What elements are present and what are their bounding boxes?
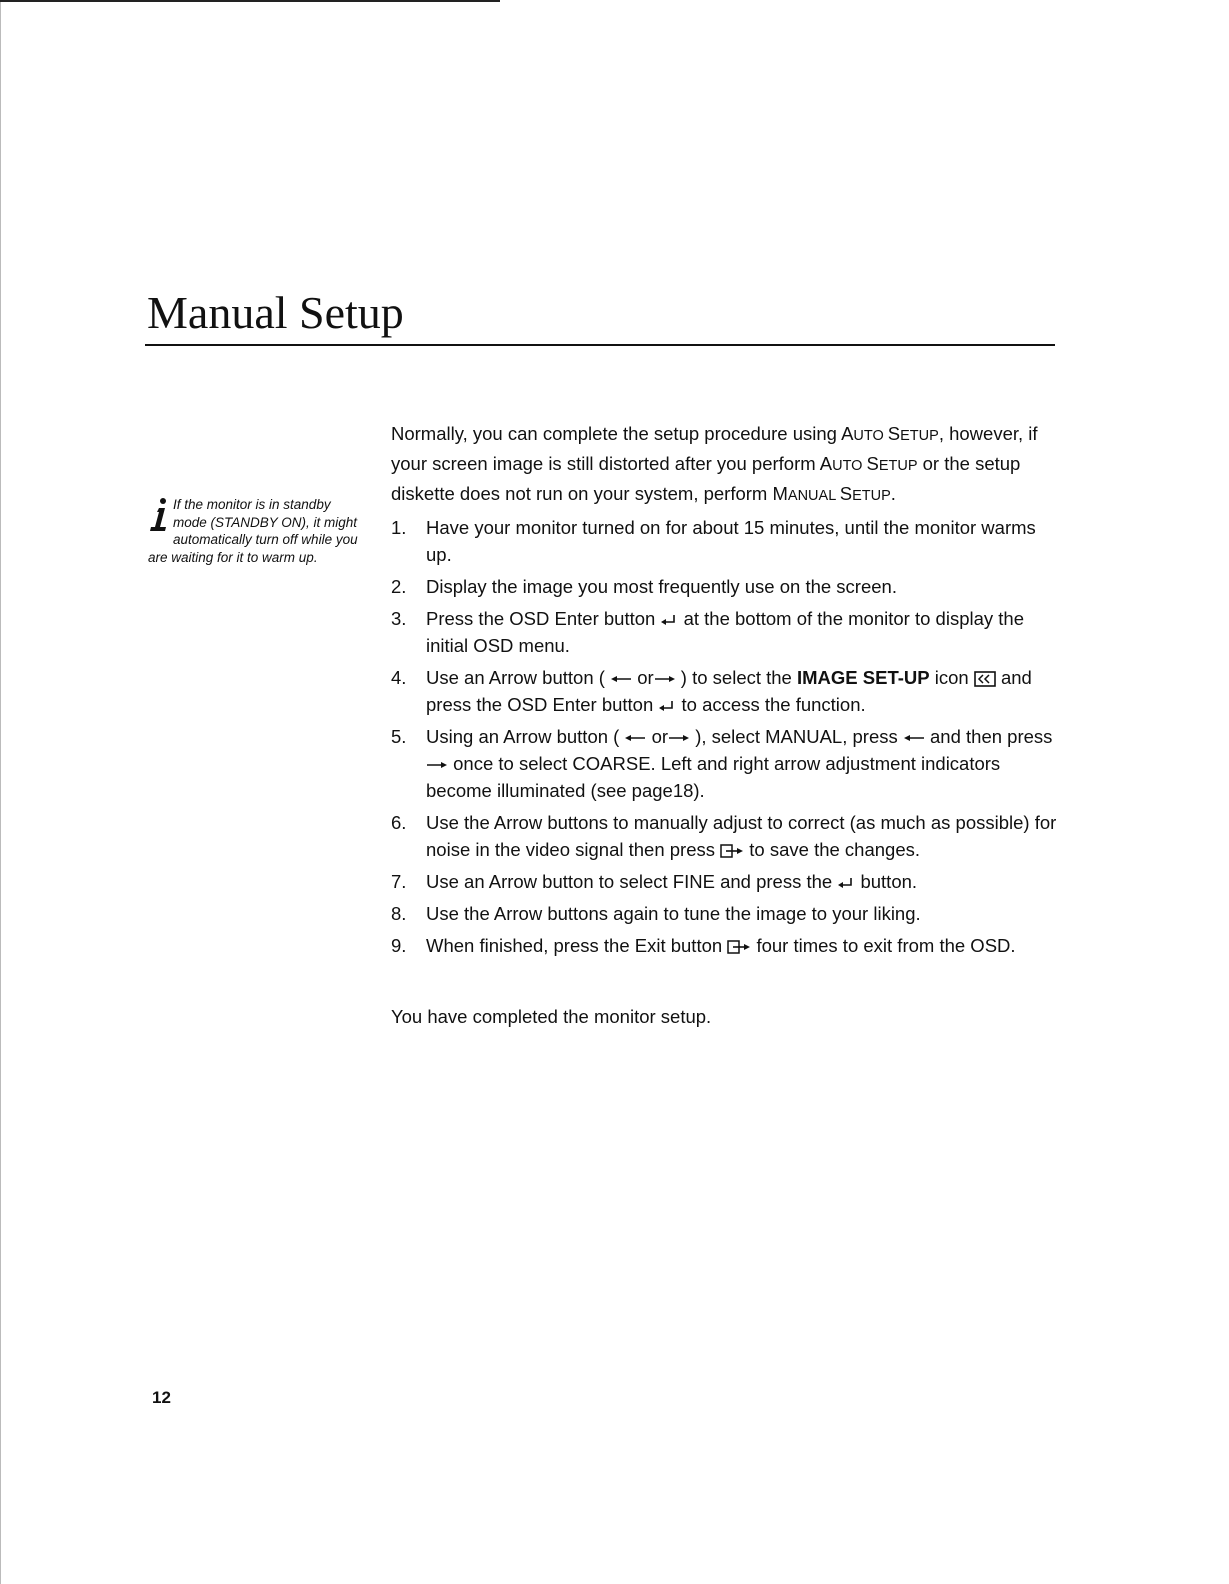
list-item: 5. Using an Arrow button ( or ), select MANUAL, press and then press once to select COARSE. Left and right arrow adjustment indicators become illuminated (see page18). [391,726,1053,801]
side-note [148,496,368,566]
intro-paragraph: Normally, you can complete the setup procedure using AUTO SETUP, however, if your screen image is still distorted after you perform AUTO SETUP or the setup diskette does not run on your system, perform MANUAL SETUP. [391,423,1038,504]
main-content [391,420,1061,1030]
right-arrow-icon [668,733,690,743]
enter-icon [660,614,678,626]
list-item: 2. Display the image you most frequently use on the screen. [391,576,897,597]
steps-list [391,514,1061,959]
list-item: 9. When finished, press the Exit button four times to exit from the OSD. [391,935,1016,956]
list-item: 6. Use the Arrow buttons to manually adjust to correct (as much as possible) for noise in the video signal then press to save the changes. [391,812,1057,860]
left-arrow-icon [610,674,632,684]
page-title: Manual Setup [147,287,404,338]
closing-text: You have completed the monitor setup. [391,1006,712,1027]
top-rule [0,0,500,2]
list-item: 4. Use an Arrow button ( or ) to select the IMAGE SET-UP icon and press the OSD Enter button to access the function. [391,667,1032,715]
left-arrow-icon [903,733,925,743]
exit-icon [720,843,744,859]
auto-setup-term: AUTO SETUP [819,453,918,474]
manual-setup-term: MANUAL SETUP [772,483,891,504]
auto-setup-term: AUTO SETUP [841,423,939,444]
list-item: 3. Press the OSD Enter button at the bottom of the monitor to display the initial OSD menu. [391,608,1024,656]
image-setup-label: IMAGE SET-UP [797,667,930,688]
title-divider [145,344,1055,346]
left-arrow-icon [624,733,646,743]
exit-icon [727,939,751,955]
image-setup-icon [974,670,996,688]
right-arrow-icon [426,760,448,770]
page-number: 12 [152,1388,171,1407]
enter-icon [837,877,855,889]
info-icon [148,497,170,533]
enter-icon [658,700,676,712]
side-note-text: If the monitor is in standby mode (STANDBY ON), it might automatically turn off while you are waiting for it to warm up. [148,497,358,565]
list-item: 7. Use an Arrow button to select FINE and press the button. [391,871,918,892]
right-arrow-icon [654,674,676,684]
page-edge [0,0,1,1584]
list-item: 1. Have your monitor turned on for about 15 minutes, until the monitor warms up. [391,517,1036,565]
list-item: 8. Use the Arrow buttons again to tune the image to your liking. [391,903,921,924]
